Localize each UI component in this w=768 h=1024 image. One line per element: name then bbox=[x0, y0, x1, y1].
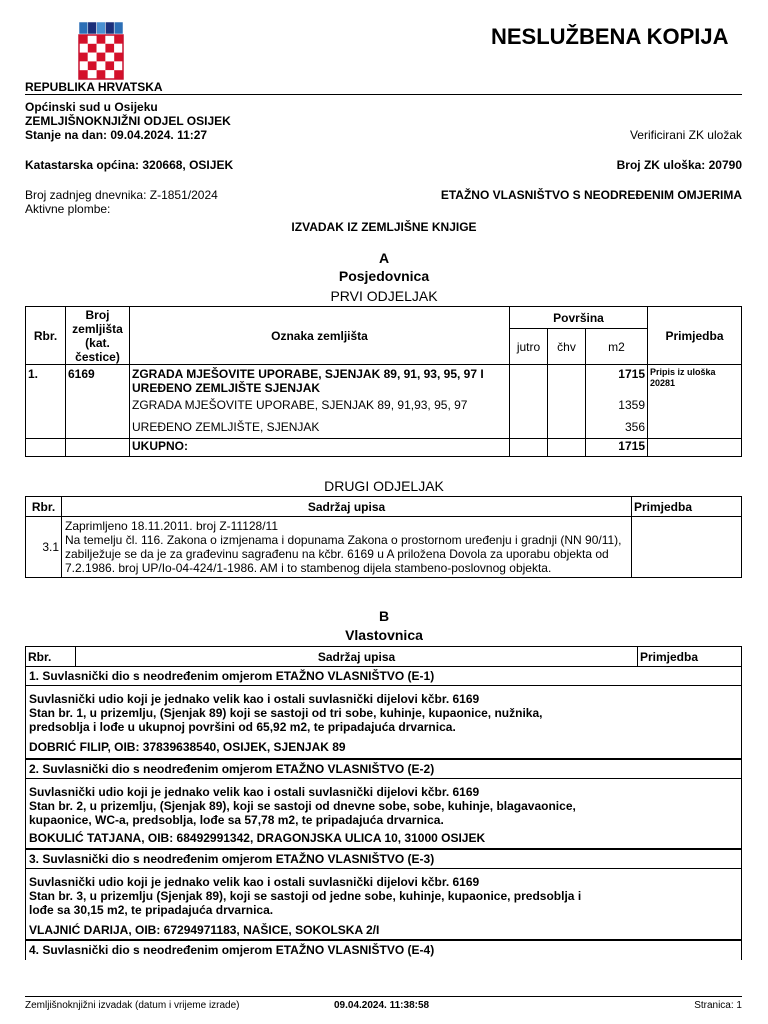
last-diary-number: Broj zadnjeg dnevnika: Z-1851/2024 bbox=[25, 188, 218, 202]
zk-number: Broj ZK uloška: 20790 bbox=[616, 158, 742, 172]
entry-body: Suvlasnički udio koji je jednako velik kao i ostali suvlasnički dijelovi kčbr. 6169 Stan br. 3, u prizemlju (Sjenjak 89), koji se sastoji od jedne sobe, kuhinje, kupaonice, predsoblja i lođe sa 30,15 m2, te pripadajuća drvarnica. bbox=[29, 875, 582, 917]
row-broj: 6169 bbox=[66, 365, 130, 439]
entry-owner: DOBRIĆ FILIP, OIB: 37839638540, OSIJEK, SJENJAK 89 bbox=[29, 740, 346, 754]
footer-datetime: 09.04.2024. 11:38:58 bbox=[334, 1000, 430, 1011]
entry-owner: BOKULIĆ TATJANA, OIB: 68492991342, DRAGONJSKA ULICA 10, 31000 OSIJEK bbox=[29, 831, 486, 845]
col-povrsina: Površina bbox=[510, 307, 648, 329]
section-a-letter: A bbox=[378, 250, 390, 266]
notes-col-rbr: Rbr. bbox=[26, 497, 62, 517]
land-row bbox=[26, 365, 742, 439]
col-m2: m2 bbox=[586, 329, 648, 365]
row-sub-land: UREĐENO ZEMLJIŠTE, SJENJAK bbox=[132, 420, 320, 434]
col-chv: čhv bbox=[548, 329, 586, 365]
country-name: REPUBLIKA HRVATSKA bbox=[25, 80, 163, 94]
total-row bbox=[26, 439, 742, 457]
row-sub-land-m2: 356 bbox=[624, 420, 645, 434]
notes-row-rbr: 3.1 bbox=[26, 517, 62, 578]
land-table bbox=[25, 306, 742, 457]
row-note: Pripis iz uloška 20281 bbox=[648, 365, 742, 439]
row-sub-building: ZGRADA MJEŠOVITE UPORABE, SJENJAK 89, 91,93, 95, 97 bbox=[132, 398, 468, 412]
notes-row bbox=[26, 517, 742, 578]
entry-header: 1. Suvlasnički dio s neodređenim omjerom ETAŽNO VLASNIŠTVO (E-1) bbox=[26, 667, 741, 686]
footer-label: Zemljišnoknjižni izvadak (datum i vrijeme izrade) bbox=[25, 1000, 240, 1011]
section-a-title: Posjedovnica bbox=[338, 268, 430, 284]
entry-header: 4. Suvlasnički dio s neodređenim omjerom ETAŽNO VLASNIŠTVO (E-4) bbox=[29, 943, 435, 957]
entry-body: Suvlasnički udio koji je jednako velik kao i ostali suvlasnički dijelovi kčbr. 6169 Stan br. 1, u prizemlju, (Sjenjak 89) koji se sastoji od tri sobe, kuhinje, kupaonice, nužnika, predsoblja i lođe u ukupnoj površini od 65,92 m2, te pripadajuća drvarnica. bbox=[29, 692, 543, 734]
entry-header: 2. Suvlasnički dio s neodređenim omjerom ETAŽNO VLASNIŠTVO (E-2) bbox=[26, 760, 741, 779]
unofficial-copy-title: NESLUŽBENA KOPIJA bbox=[491, 24, 729, 49]
entry-owner: VLAJNIĆ DARIJA, OIB: 67294971183, NAŠICE, SOKOLSKA 2/I bbox=[29, 923, 380, 937]
active-seals: Aktivne plombe: bbox=[25, 202, 111, 216]
section-b-letter: B bbox=[378, 608, 390, 624]
notes-row-text: Zaprimljeno 18.11.2011. broj Z-11128/11 Na temelju čl. 116. Zakona o izmjenama i dopunama Zakona o prostornom uređenju i gradnji (NN 90/11), zabilježuje se da je za građevinu sagrađenu na kčbr. 6169 u A priložena Dovola za uporabu objekta od 7.2.1986. broj UP/Io-04-424/1-1986. AM i to stambenog dijela stambeno-poslovnog objekta. bbox=[62, 517, 632, 578]
footer-page: Stranica: 1 bbox=[694, 1000, 742, 1011]
verified-label: Verificirani ZK uložak bbox=[629, 128, 742, 142]
part-one-title: PRVI ODJELJAK bbox=[330, 288, 438, 304]
document-title: IZVADAK IZ ZEMLJIŠNE KNJIGE bbox=[291, 220, 477, 234]
cadastral-municipality: Katastarska općina: 320668, OSIJEK bbox=[25, 158, 234, 172]
coat-of-arms-icon bbox=[78, 22, 124, 82]
footer-rule bbox=[25, 996, 742, 997]
row-rbr: 1. bbox=[26, 365, 66, 439]
ownership-entry bbox=[25, 666, 742, 759]
entry-body: Suvlasnički udio koji je jednako velik kao i ostali suvlasnički dijelovi kčbr. 6169 Stan br. 2, u prizemlju, (Sjenjak 89), koji se sastoji od dnevne sobe, sobe, kuhinje, blagavaonice, kupaonice, WC-a, predsoblja, lođe sa 57,78 m2, te pripadajuća drvarnica. bbox=[29, 785, 576, 827]
notes-col-primjedba: Primjedba bbox=[632, 497, 742, 517]
owners-header bbox=[25, 646, 742, 667]
ownership-entry bbox=[25, 940, 742, 960]
part-two-title: DRUGI ODJELJAK bbox=[324, 478, 444, 494]
col-jutro: jutro bbox=[510, 329, 548, 365]
total-label: UKUPNO: bbox=[130, 439, 510, 457]
col-primjedba: Primjedba bbox=[648, 307, 742, 365]
section-b-title: Vlastovnica bbox=[345, 627, 423, 643]
header-rule bbox=[25, 94, 742, 95]
notes-table bbox=[25, 496, 742, 578]
ownership-entry bbox=[25, 759, 742, 849]
col-oznaka: Oznaka zemljišta bbox=[130, 307, 510, 365]
ownership-entry bbox=[25, 849, 742, 940]
court-name: Općinski sud u Osijeku bbox=[25, 100, 158, 114]
row-sub-building-m2: 1359 bbox=[618, 398, 645, 412]
department-name: ZEMLJIŠNOKNJIŽNI ODJEL OSIJEK bbox=[25, 114, 231, 128]
total-m2: 1715 bbox=[586, 439, 648, 457]
notes-col-sadrzaj: Sadržaj upisa bbox=[62, 497, 632, 517]
state-date: Stanje na dan: 09.04.2024. 11:27 bbox=[25, 128, 208, 142]
entry-header: 3. Suvlasnički dio s neodređenim omjerom ETAŽNO VLASNIŠTVO (E-3) bbox=[26, 850, 741, 869]
owners-col-primjedba: Primjedba bbox=[638, 647, 742, 667]
col-broj: Broj zemljišta (kat. čestice) bbox=[66, 307, 130, 365]
row-m2: 1715 bbox=[618, 367, 645, 381]
ownership-type: ETAŽNO VLASNIŠTVO S NEODREĐENIM OMJERIMA bbox=[440, 188, 742, 202]
row-description: ZGRADA MJEŠOVITE UPORABE, SJENJAK 89, 91, 93, 95, 97 I UREĐENO ZEMLJIŠTE SJENJAK bbox=[132, 367, 484, 395]
owners-col-sadrzaj: Sadržaj upisa bbox=[76, 647, 638, 667]
col-rbr: Rbr. bbox=[26, 307, 66, 365]
owners-col-rbr: Rbr. bbox=[26, 647, 76, 667]
